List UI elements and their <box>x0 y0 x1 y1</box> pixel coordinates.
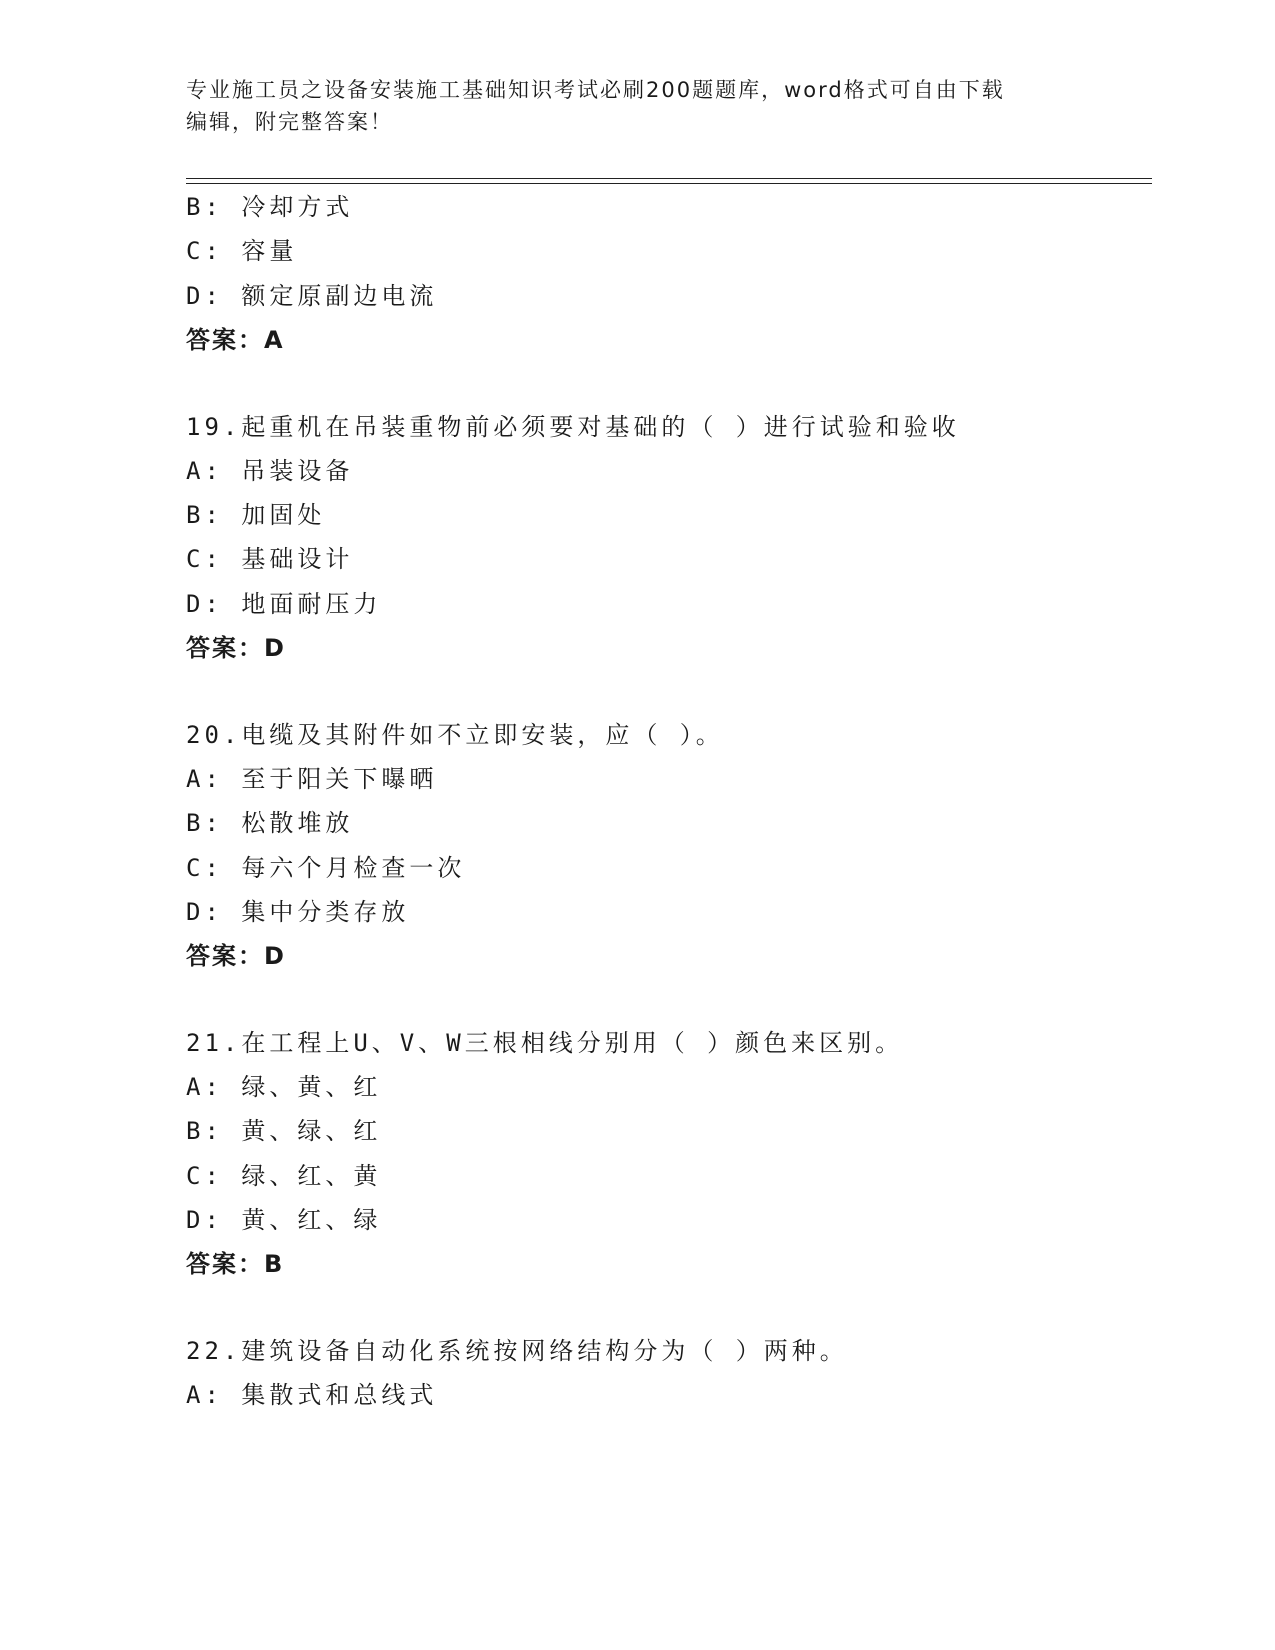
option-line: C: 绿、红、黄 <box>186 1162 382 1190</box>
header-title-line-1: 专业施工员之设备安装施工基础知识考试必刷200题题库，word格式可自由下载 <box>186 78 1005 102</box>
question-line: 21.在工程上U、V、W三根相线分别用（ ）颜色来区别。 <box>186 1029 904 1057</box>
answer-line: 答案：B <box>186 1250 285 1278</box>
option-line: A: 集散式和总线式 <box>186 1381 438 1409</box>
option-line: C: 容量 <box>186 237 298 265</box>
question-line: 20.电缆及其附件如不立即安装，应（ ）。 <box>186 721 724 749</box>
option-line: B: 黄、绿、红 <box>186 1117 382 1145</box>
header-title-line-2: 编辑，附完整答案！ <box>186 110 393 134</box>
option-line: D: 额定原副边电流 <box>186 282 438 310</box>
question-line: 22.建筑设备自动化系统按网络结构分为（ ）两种。 <box>186 1337 848 1365</box>
option-line: B: 冷却方式 <box>186 193 354 221</box>
answer-line: 答案：A <box>186 326 285 354</box>
answer-line: 答案：D <box>186 942 286 970</box>
option-line: C: 每六个月检查一次 <box>186 854 466 882</box>
option-line: D: 黄、红、绿 <box>186 1206 382 1234</box>
option-line: A: 至于阳关下曝晒 <box>186 765 438 793</box>
document-header <box>186 74 1086 138</box>
option-line: A: 绿、黄、红 <box>186 1073 382 1101</box>
option-line: B: 加固处 <box>186 501 326 529</box>
answer-line: 答案：D <box>186 634 286 662</box>
option-line: A: 吊装设备 <box>186 457 354 485</box>
option-line: D: 地面耐压力 <box>186 590 382 618</box>
option-line: C: 基础设计 <box>186 545 354 573</box>
question-line: 19.起重机在吊装重物前必须要对基础的（ ）进行试验和验收 <box>186 413 960 441</box>
header-divider-top <box>186 178 1152 179</box>
option-line: D: 集中分类存放 <box>186 898 410 926</box>
header-divider-bottom <box>186 183 1152 184</box>
option-line: B: 松散堆放 <box>186 809 354 837</box>
